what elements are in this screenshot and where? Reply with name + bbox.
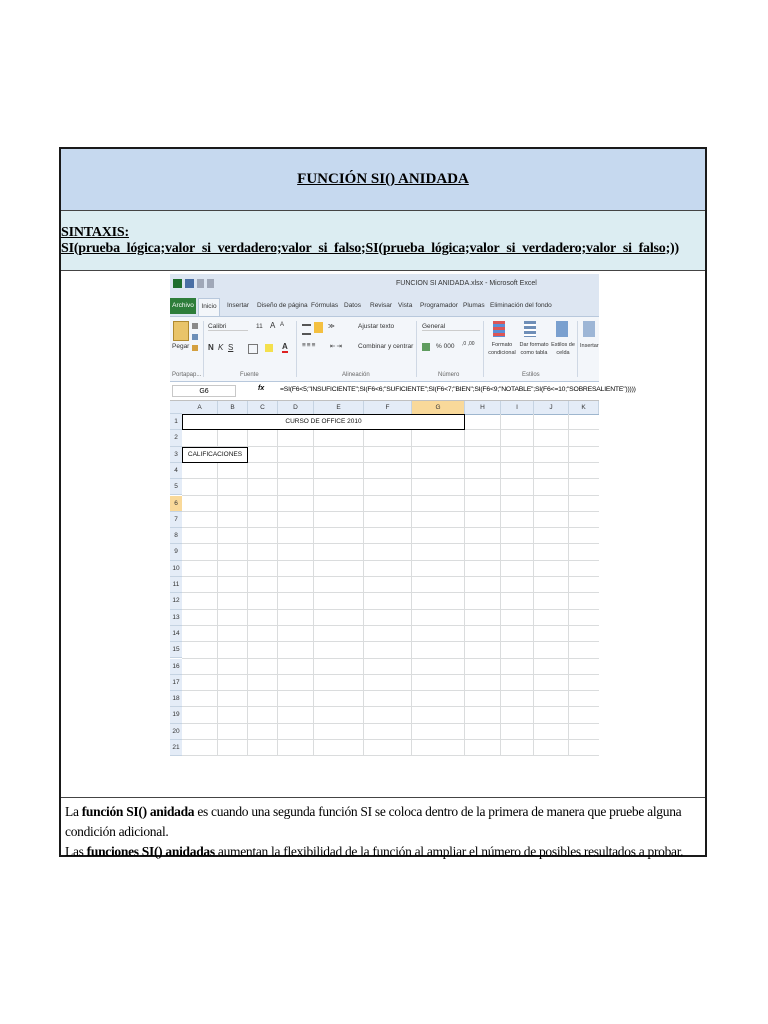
gridline — [500, 414, 501, 756]
name-box[interactable]: G6 — [172, 385, 236, 397]
screenshot-row — [61, 271, 705, 798]
gridline — [182, 739, 599, 740]
merge-center-button[interactable]: Combinar y centrar — [358, 343, 414, 350]
gridline — [182, 706, 599, 707]
column-header-b[interactable]: B — [218, 401, 248, 414]
gridline — [464, 414, 465, 756]
gridline — [313, 414, 314, 756]
gridline — [533, 414, 534, 756]
column-header-d[interactable]: D — [278, 401, 314, 414]
align-left-icon[interactable]: ≡≡≡ — [302, 342, 317, 349]
column-header-f[interactable]: F — [364, 401, 412, 414]
row-header-15[interactable]: 15 — [170, 642, 182, 658]
row-header-7[interactable]: 7 — [170, 512, 182, 528]
gridline — [182, 723, 599, 724]
gridline — [182, 527, 599, 528]
row-header-9[interactable]: 9 — [170, 544, 182, 560]
gridline — [182, 658, 599, 659]
tab-inicio[interactable]: Inicio — [198, 298, 220, 316]
row-header-13[interactable]: 13 — [170, 610, 182, 626]
row-header-8[interactable]: 8 — [170, 528, 182, 544]
row-header-10[interactable]: 10 — [170, 561, 182, 577]
column-header-j[interactable]: J — [534, 401, 569, 414]
fill-color-icon[interactable] — [265, 344, 273, 352]
wrap-text-button[interactable]: Ajustar texto — [358, 323, 395, 330]
syntax-row — [61, 211, 705, 271]
row-header-11[interactable]: 11 — [170, 577, 182, 593]
gridline — [182, 609, 599, 610]
row-header-2[interactable]: 2 — [170, 430, 182, 446]
row-header-4[interactable]: 4 — [170, 463, 182, 479]
format-as-table-button[interactable]: Dar formato como tabla — [519, 342, 549, 356]
column-header-c[interactable]: C — [248, 401, 278, 414]
format-painter-icon[interactable] — [192, 345, 198, 351]
font-name-select[interactable]: Calibri — [208, 323, 248, 331]
row-header-3[interactable]: 3 — [170, 447, 182, 463]
excel-logo-icon — [173, 279, 182, 288]
page-title: FUNCIÓN SI() ANIDADA — [297, 171, 469, 187]
row-header-20[interactable]: 20 — [170, 724, 182, 740]
number-format-select[interactable]: General — [422, 323, 480, 331]
select-all-corner[interactable] — [170, 401, 182, 414]
row-header-16[interactable]: 16 — [170, 659, 182, 675]
group-styles-label: Estilos — [522, 372, 540, 378]
group-font-label: Fuente — [240, 372, 259, 378]
row-header-19[interactable]: 19 — [170, 707, 182, 723]
description — [61, 798, 705, 859]
ribbon — [170, 317, 599, 382]
row-header-21[interactable]: 21 — [170, 740, 182, 756]
tab-diseno-pagina[interactable]: Diseño de página — [257, 302, 308, 309]
gridline — [182, 641, 599, 642]
fx-icon[interactable]: fx — [258, 385, 265, 392]
group-number-label: Número — [438, 372, 460, 378]
shrink-font-icon[interactable]: A — [280, 322, 285, 328]
column-header-h[interactable]: H — [465, 401, 501, 414]
paste-icon[interactable] — [173, 321, 189, 341]
group-clipboard-label: Portapap... — [172, 372, 202, 378]
term-funciones-si-anidadas: funciones SI() anidadas — [86, 844, 215, 859]
excel-window-title: FUNCION SI ANIDADA.xlsx - Microsoft Excel — [396, 280, 537, 287]
format-table-icon[interactable] — [524, 321, 536, 337]
section-label-cell[interactable]: CALIFICACIONES — [184, 447, 246, 463]
quick-access-toolbar — [173, 279, 214, 288]
row-header-6[interactable]: 6 — [170, 496, 182, 512]
term-funcion-si-anidada: función SI() anidada — [81, 804, 195, 819]
row-header-5[interactable]: 5 — [170, 479, 182, 495]
insert-button[interactable]: Insertar — [580, 343, 599, 349]
syntax-text: SINTAXIS: SI(prueba_lógica;valor_si_verdadero;valor_si_falso;SI(prueba_lógica;valor_si_verdadero;valor_si_falso;)) — [61, 224, 679, 256]
excel-screenshot — [170, 274, 636, 788]
ribbon-tabs — [170, 296, 599, 317]
row-header-17[interactable]: 17 — [170, 675, 182, 691]
grow-font-icon[interactable]: A — [270, 321, 276, 330]
tab-programador[interactable]: Programador — [420, 302, 458, 309]
gridline — [277, 414, 278, 756]
gridline — [182, 495, 599, 496]
underline-icon[interactable]: S — [228, 343, 234, 352]
gridline — [363, 414, 364, 756]
tab-insertar[interactable]: Insertar — [227, 302, 250, 309]
gridline — [182, 674, 599, 675]
gridline — [247, 414, 248, 756]
currency-icon[interactable] — [422, 343, 430, 351]
gridline — [411, 414, 412, 756]
gridline — [182, 511, 599, 512]
align-top-icon[interactable] — [302, 324, 311, 335]
column-header-k[interactable]: K — [569, 401, 599, 414]
formula-bar — [170, 382, 636, 401]
copy-icon[interactable] — [192, 334, 198, 340]
sheet-title-cell[interactable]: CURSO DE OFFICE 2010 — [182, 414, 465, 430]
tab-archivo[interactable]: Archivo — [170, 298, 196, 314]
gridline — [182, 625, 599, 626]
tab-formulas[interactable]: Fórmulas — [311, 302, 339, 309]
cut-icon[interactable] — [192, 323, 198, 329]
save-icon[interactable] — [185, 279, 194, 288]
formula-input[interactable]: =SI(F6<5;"INSUFICIENTE";SI(F6<6;"SUFICIENTE";SI(F6<7;"BIEN";SI(F6<9;"NOTABLE";SI(F6<=10;"SOBRESALIENTE"))))) — [280, 386, 636, 393]
gridline — [182, 543, 599, 544]
column-header-a[interactable]: A — [182, 401, 218, 414]
italic-icon[interactable]: K — [218, 343, 224, 352]
group-alignment-label: Alineación — [342, 372, 370, 378]
title-row — [61, 149, 705, 211]
row-header-12[interactable]: 12 — [170, 593, 182, 609]
conditional-format-button[interactable]: Formato condicional — [488, 342, 516, 356]
row-header-18[interactable]: 18 — [170, 691, 182, 707]
tab-eliminacion-fondo[interactable]: Eliminación del fondo — [490, 302, 552, 309]
tab-datos[interactable]: Datos — [344, 302, 361, 309]
gridline — [182, 690, 599, 691]
description-line-2: Las funciones SI() anidadas aumentan la flexibilidad de la función al ampliar el número de posibles resultados a probar. — [65, 844, 684, 859]
tab-vista[interactable]: Vista — [398, 302, 413, 309]
gridline — [217, 414, 218, 756]
redo-icon[interactable] — [207, 279, 214, 288]
decimals-icon[interactable]: ,0 ,00 — [462, 341, 475, 347]
row-header-14[interactable]: 14 — [170, 626, 182, 642]
insert-cells-icon[interactable] — [583, 321, 595, 337]
cell-styles-icon[interactable] — [556, 321, 568, 337]
conditional-format-icon[interactable] — [493, 321, 505, 337]
borders-icon[interactable] — [248, 344, 258, 354]
align-middle-icon[interactable] — [314, 322, 323, 333]
gridline — [568, 414, 569, 756]
column-header-i[interactable]: I — [501, 401, 534, 414]
section-label-border — [182, 447, 248, 463]
undo-icon[interactable] — [197, 279, 204, 288]
gridline — [182, 576, 599, 577]
gridline — [182, 755, 599, 756]
paste-button[interactable]: Pegar — [172, 343, 190, 350]
gridline — [182, 592, 599, 593]
percent-icon[interactable]: % 000 — [436, 343, 455, 350]
orientation-icon[interactable]: ≫ — [328, 323, 335, 330]
description-line-1: La función SI() anidada es cuando una segunda función SI se coloca dentro de la primera de manera que pruebe alguna condición adicional. — [65, 804, 682, 839]
row-header-1[interactable]: 1 — [170, 414, 182, 430]
gridline — [182, 478, 599, 479]
sheet-title-border — [182, 414, 465, 430]
gridline — [182, 560, 599, 561]
document-frame — [59, 147, 707, 857]
font-size-select[interactable]: 11 — [256, 323, 263, 330]
column-header-e[interactable]: E — [314, 401, 364, 414]
column-header-g[interactable]: G — [412, 401, 465, 414]
tab-plumas[interactable]: Plumas — [463, 302, 485, 309]
bold-icon[interactable]: N — [208, 343, 214, 352]
tab-revisar[interactable]: Revisar — [370, 302, 393, 309]
excel-title-bar — [170, 274, 599, 296]
cell-styles-button[interactable]: Estilos de celda — [551, 342, 575, 356]
indent-icon[interactable]: ⇤⇥ — [330, 343, 343, 350]
font-color-icon[interactable]: A — [282, 342, 288, 351]
